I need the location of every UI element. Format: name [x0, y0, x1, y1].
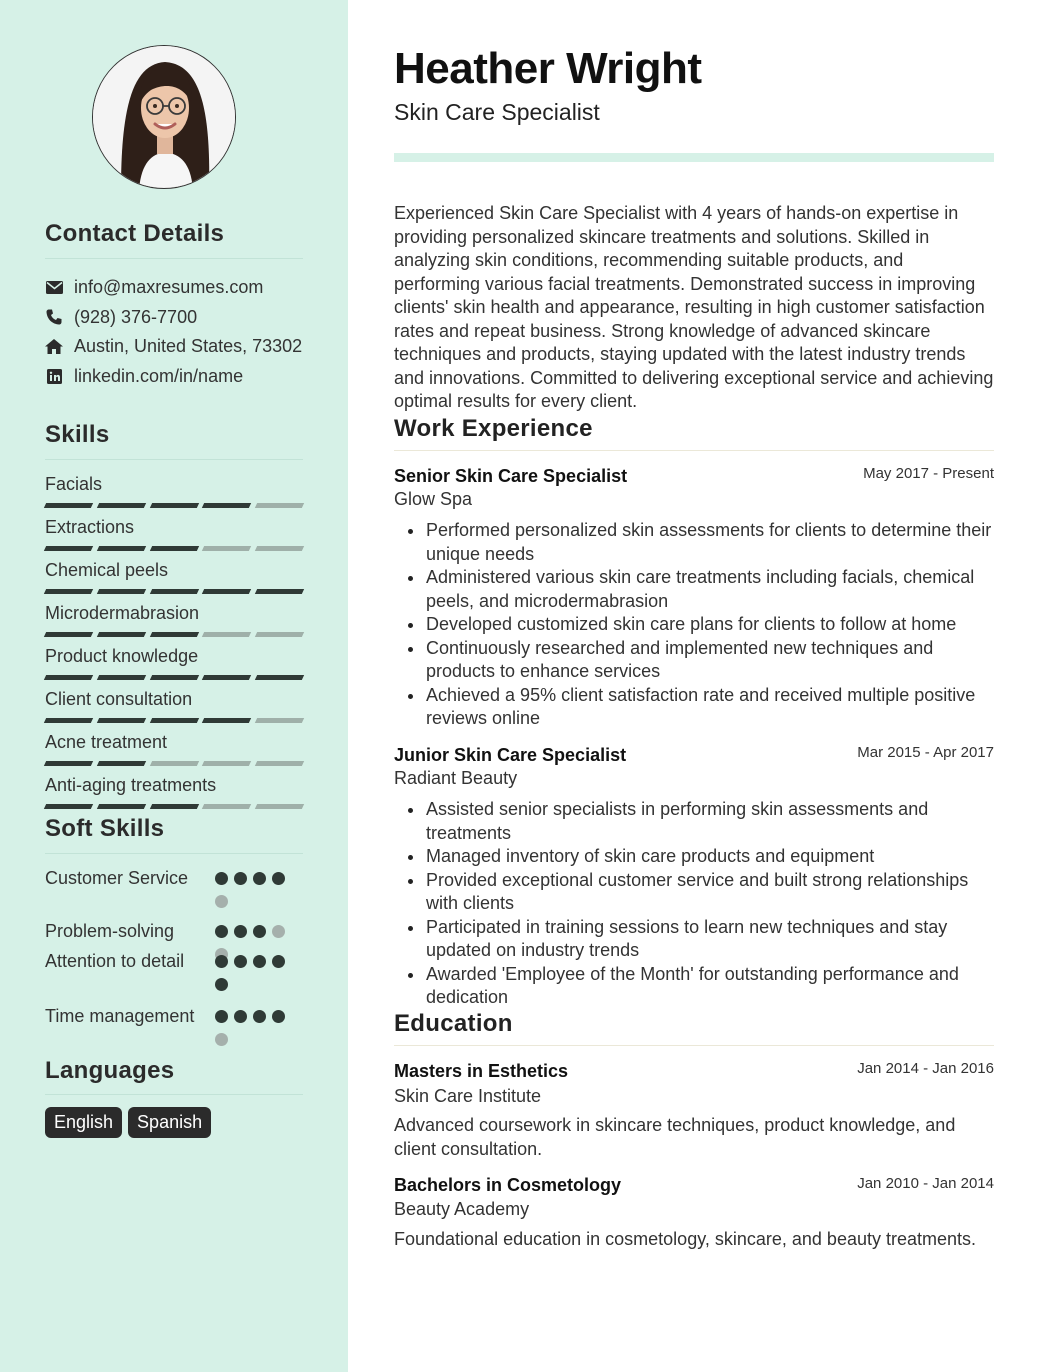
degree-title: Bachelors in Cosmetology: [394, 1175, 622, 1195]
skill-level-segment: [97, 632, 146, 637]
skills-heading: Skills: [45, 421, 110, 448]
list-item: Participated in training sessions to learn new techniques and stay updated on industry trends: [394, 916, 994, 963]
rating-dot: [234, 955, 247, 968]
skill-level-segment: [255, 675, 304, 680]
skill-level-segment: [44, 546, 93, 551]
skill-level-bar: [45, 675, 303, 680]
skill-level-segment: [149, 804, 198, 809]
soft-skill-rating: [215, 955, 295, 991]
skill-level-segment: [202, 589, 251, 594]
list-item: Achieved a 95% client satisfaction rate and received multiple positive reviews online: [394, 684, 994, 731]
skill-item: [45, 516, 303, 551]
skill-level-segment: [149, 503, 198, 508]
skill-level-segment: [255, 503, 304, 508]
divider: [45, 853, 303, 854]
avatar: [92, 45, 236, 189]
rating-dot: [272, 1010, 285, 1023]
soft-skill-label: Time management: [45, 1006, 195, 1026]
job-title: Senior Skin Care Specialist: [394, 466, 628, 486]
rating-dot: [272, 872, 285, 885]
degree-dates: Jan 2010 - Jan 2014: [857, 1175, 994, 1192]
contact-heading: Contact Details: [45, 220, 225, 247]
rating-dot: [272, 925, 285, 938]
sidebar: [0, 0, 348, 1372]
home-icon: [45, 337, 63, 355]
skill-level-segment: [149, 675, 198, 680]
degree-dates: Jan 2014 - Jan 2016: [857, 1060, 994, 1077]
linkedin-icon: [45, 367, 63, 385]
soft-skill-label: Problem-solving: [45, 921, 175, 941]
skill-level-segment: [44, 718, 93, 723]
skill-level-bar: [45, 546, 303, 551]
skill-level-segment: [202, 718, 251, 723]
list-item: Managed inventory of skin care products and equipment: [394, 845, 994, 869]
divider: [394, 450, 994, 451]
skill-level-segment: [97, 804, 146, 809]
skill-level-segment: [149, 632, 198, 637]
skill-level-segment: [202, 503, 251, 508]
skill-level-segment: [97, 761, 146, 766]
skill-level-segment: [44, 675, 93, 680]
skill-level-segment: [149, 718, 198, 723]
skill-level-bar: [45, 632, 303, 637]
language-badge: English: [45, 1107, 122, 1138]
skill-label: Extractions: [45, 517, 135, 537]
list-item: Continuously researched and implemented new techniques and products to enhance services: [394, 637, 994, 684]
list-item: Developed customized skin care plans for clients to follow at home: [394, 613, 994, 637]
job-bullets: [394, 798, 994, 1010]
contact-phone-text: (928) 376-7700: [74, 306, 198, 327]
rating-dot: [253, 1010, 266, 1023]
skill-level-bar: [45, 761, 303, 766]
skill-level-segment: [202, 804, 251, 809]
languages-list: [45, 1107, 211, 1138]
skill-level-segment: [202, 632, 251, 637]
skill-label: Product knowledge: [45, 646, 199, 666]
rating-dot: [215, 1033, 228, 1046]
skill-level-segment: [149, 761, 198, 766]
skill-level-segment: [44, 503, 93, 508]
skill-level-segment: [255, 761, 304, 766]
skill-label: Acne treatment: [45, 732, 168, 752]
skill-level-segment: [97, 503, 146, 508]
skill-label: Microdermabrasion: [45, 603, 200, 623]
skill-level-segment: [202, 761, 251, 766]
rating-dot: [215, 895, 228, 908]
skill-level-segment: [149, 589, 198, 594]
contact-phone[interactable]: [45, 305, 315, 329]
contact-linkedin[interactable]: [45, 364, 315, 388]
job-bullets: [394, 519, 994, 731]
school-name: Beauty Academy: [394, 1199, 530, 1219]
rating-dot: [253, 955, 266, 968]
job-title: Skin Care Specialist: [394, 99, 600, 125]
divider: [45, 1094, 303, 1095]
school-name: Skin Care Institute: [394, 1086, 542, 1106]
skill-item: [45, 645, 303, 680]
soft-skill-rating: [215, 1010, 295, 1046]
summary: Experienced Skin Care Specialist with 4 years of hands-on expertise in providing personalized skincare treatments and solutions. Skilled in analyzing skin conditions, recommending suitable products, and performing various facial treatments. Demonstrated success in improving clients' skin health and appearance, resulting in high customer satisfaction rates and repeat business. Strong knowledge of advanced skincare techniques and products, staying updated with the latest industry trends and innovations. Committed to delivering exceptional service and achieving optimal results for every client.: [394, 203, 994, 411]
contact-email-text: info@maxresumes.com: [74, 276, 264, 297]
skill-level-segment: [149, 546, 198, 551]
divider: [45, 459, 303, 460]
language-badge: Spanish: [128, 1107, 211, 1138]
divider: [394, 1045, 994, 1046]
rating-dot: [215, 872, 228, 885]
education-heading: Education: [394, 1010, 513, 1037]
list-item: Provided exceptional customer service and built strong relationships with clients: [394, 869, 994, 916]
job-dates: May 2017 - Present: [863, 465, 994, 482]
list-item: Awarded 'Employee of the Month' for outstanding performance and dedication: [394, 963, 994, 1010]
degree-title: Masters in Esthetics: [394, 1061, 569, 1081]
rating-dot: [253, 872, 266, 885]
skill-level-bar: [45, 718, 303, 723]
job-company: Radiant Beauty: [394, 768, 518, 788]
accent-bar: [394, 153, 994, 162]
skill-item: [45, 473, 303, 508]
list-item: Performed personalized skin assessments for clients to determine their unique needs: [394, 519, 994, 566]
skill-level-segment: [255, 589, 304, 594]
skill-item: [45, 559, 303, 594]
skill-level-segment: [97, 589, 146, 594]
job-dates: Mar 2015 - Apr 2017: [857, 744, 994, 761]
skill-level-bar: [45, 503, 303, 508]
soft-skill-rating: [215, 872, 295, 908]
rating-dot: [272, 955, 285, 968]
rating-dot: [215, 978, 228, 991]
envelope-icon: [45, 278, 63, 296]
list-item: Assisted senior specialists in performing skin assessments and treatments: [394, 798, 994, 845]
soft-skill-label: Customer Service: [45, 868, 189, 888]
skill-level-segment: [255, 804, 304, 809]
rating-dot: [215, 1010, 228, 1023]
job-company: Glow Spa: [394, 489, 473, 509]
rating-dot: [253, 925, 266, 938]
contact-email[interactable]: [45, 275, 315, 299]
skill-level-segment: [255, 546, 304, 551]
skill-level-segment: [97, 546, 146, 551]
job-title: Junior Skin Care Specialist: [394, 745, 627, 765]
skill-label: Chemical peels: [45, 560, 169, 580]
skill-level-segment: [97, 675, 146, 680]
skill-label: Client consultation: [45, 689, 193, 709]
list-item: Administered various skin care treatments including facials, chemical peels, and microdermabrasion: [394, 566, 994, 613]
soft-skills-heading: Soft Skills: [45, 815, 165, 842]
skill-level-segment: [202, 546, 251, 551]
skill-level-segment: [97, 718, 146, 723]
skill-label: Facials: [45, 474, 103, 494]
contact-address: [45, 334, 315, 358]
rating-dot: [234, 1010, 247, 1023]
degree-description: Advanced coursework in skincare techniques, product knowledge, and client consultation.: [394, 1115, 956, 1159]
skill-level-segment: [44, 761, 93, 766]
languages-heading: Languages: [45, 1057, 175, 1084]
candidate-name: Heather Wright: [394, 44, 702, 93]
skill-level-segment: [44, 804, 93, 809]
skill-item: [45, 688, 303, 723]
work-heading: Work Experience: [394, 415, 593, 442]
soft-skill-label: Attention to detail: [45, 951, 185, 971]
skill-level-segment: [255, 632, 304, 637]
rating-dot: [215, 955, 228, 968]
degree-description: Foundational education in cosmetology, skincare, and beauty treatments.: [394, 1229, 977, 1249]
skill-item: [45, 774, 303, 809]
skill-level-bar: [45, 804, 303, 809]
rating-dot: [215, 925, 228, 938]
skill-level-segment: [44, 589, 93, 594]
skill-item: [45, 731, 303, 766]
divider: [45, 258, 303, 259]
skill-level-bar: [45, 589, 303, 594]
phone-icon: [45, 308, 63, 326]
skill-item: [45, 602, 303, 637]
skill-label: Anti-aging treatments: [45, 775, 217, 795]
contact-address-text: Austin, United States, 73302: [74, 335, 303, 356]
rating-dot: [234, 872, 247, 885]
rating-dot: [234, 925, 247, 938]
skill-level-segment: [255, 718, 304, 723]
contact-linkedin-text: linkedin.com/in/name: [74, 365, 244, 386]
skill-level-segment: [202, 675, 251, 680]
skill-level-segment: [44, 632, 93, 637]
